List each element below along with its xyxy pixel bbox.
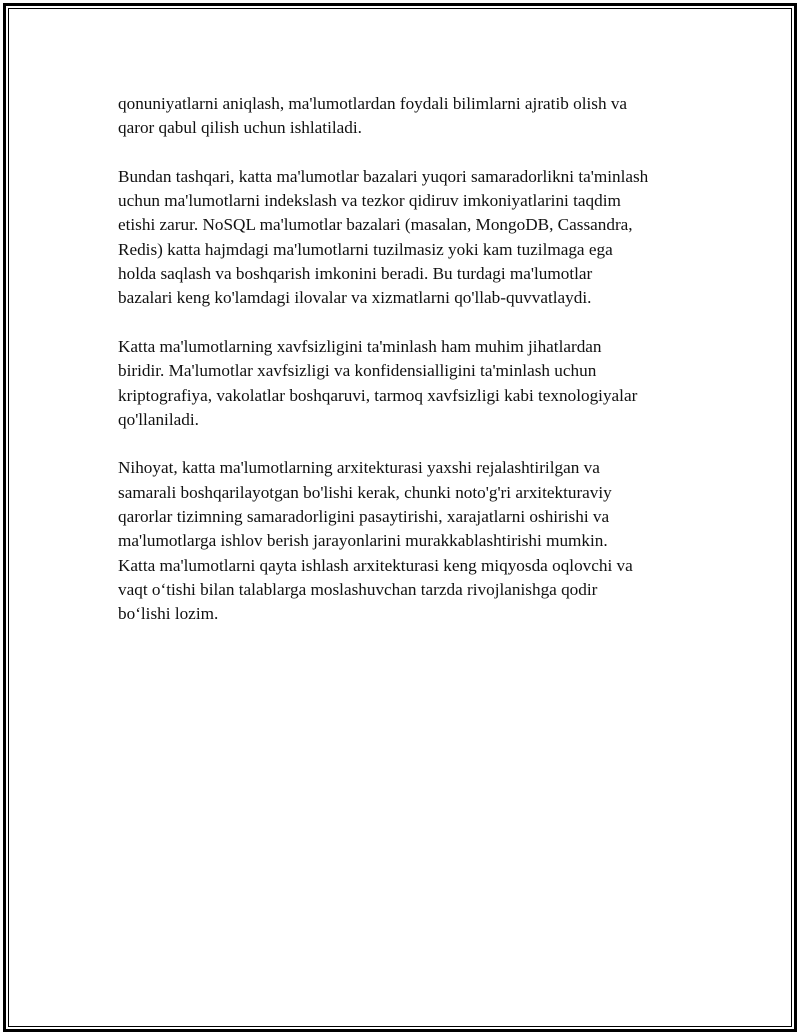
- text-line: uchun ma'lumotlarni indekslash va tezkor qidiruv imkoniyatlarini taqdim: [118, 191, 621, 211]
- text-line: biridir. Ma'lumotlar xavfsizligi va konfidensialligini ta'minlash uchun: [118, 361, 597, 381]
- text-line: bo‘lishi lozim.: [118, 604, 219, 624]
- text-line: ma'lumotlarga ishlov berish jarayonlarini murakkablashtirishi mumkin.: [118, 531, 608, 551]
- text-line: qaror qabul qilish uchun ishlatiladi.: [118, 118, 362, 138]
- text-line: etishi zarur. NoSQL ma'lumotlar bazalari (masalan, MongoDB, Cassandra,: [118, 215, 633, 235]
- text-line: kriptografiya, vakolatlar boshqaruvi, tarmoq xavfsizligi kabi texnologiyalar: [118, 385, 638, 405]
- text-line: Bundan tashqari, katta ma'lumotlar bazalari yuqori samaradorlikni ta'minlash: [118, 166, 649, 186]
- text-line: Katta ma'lumotlarni qayta ishlash arxitekturasi keng miqyosda oqlovchi va: [118, 555, 633, 575]
- document-body: [118, 92, 698, 651]
- text-line: qonuniyatlarni aniqlash, ma'lumotlardan foydali bilimlarni ajratib olish va: [118, 94, 628, 113]
- text-line: vaqt o‘tishi bilan talablarga moslashuvchan tarzda rivojlanishga qodir: [118, 579, 598, 599]
- paragraph: [118, 335, 698, 432]
- paragraph: [118, 92, 698, 141]
- text-line: Katta ma'lumotlarning xavfsizligini ta'minlash ham muhim jihatlardan: [118, 336, 602, 356]
- text-line: qarorlar tizimning samaradorligini pasaytirishi, xarajatlarni oshirishi va: [118, 507, 610, 527]
- paragraph: [118, 165, 698, 311]
- text-line: qo'llaniladi.: [118, 409, 199, 429]
- paragraph: [118, 456, 698, 626]
- text-line: Redis) katta hajmdagi ma'lumotlarni tuzilmasiz yoki kam tuzilmaga ega: [118, 239, 613, 259]
- text-line: samarali boshqarilayotgan bo'lishi kerak, chunki noto'g'ri arxitekturaviy: [118, 482, 612, 502]
- text-line: Nihoyat, katta ma'lumotlarning arxitekturasi yaxshi rejalashtirilgan va: [118, 458, 600, 478]
- text-line: holda saqlash va boshqarish imkonini beradi. Bu turdagi ma'lumotlar: [118, 264, 593, 284]
- text-line: bazalari keng ko'lamdagi ilovalar va xizmatlarni qo'llab-quvvatlaydi.: [118, 288, 592, 308]
